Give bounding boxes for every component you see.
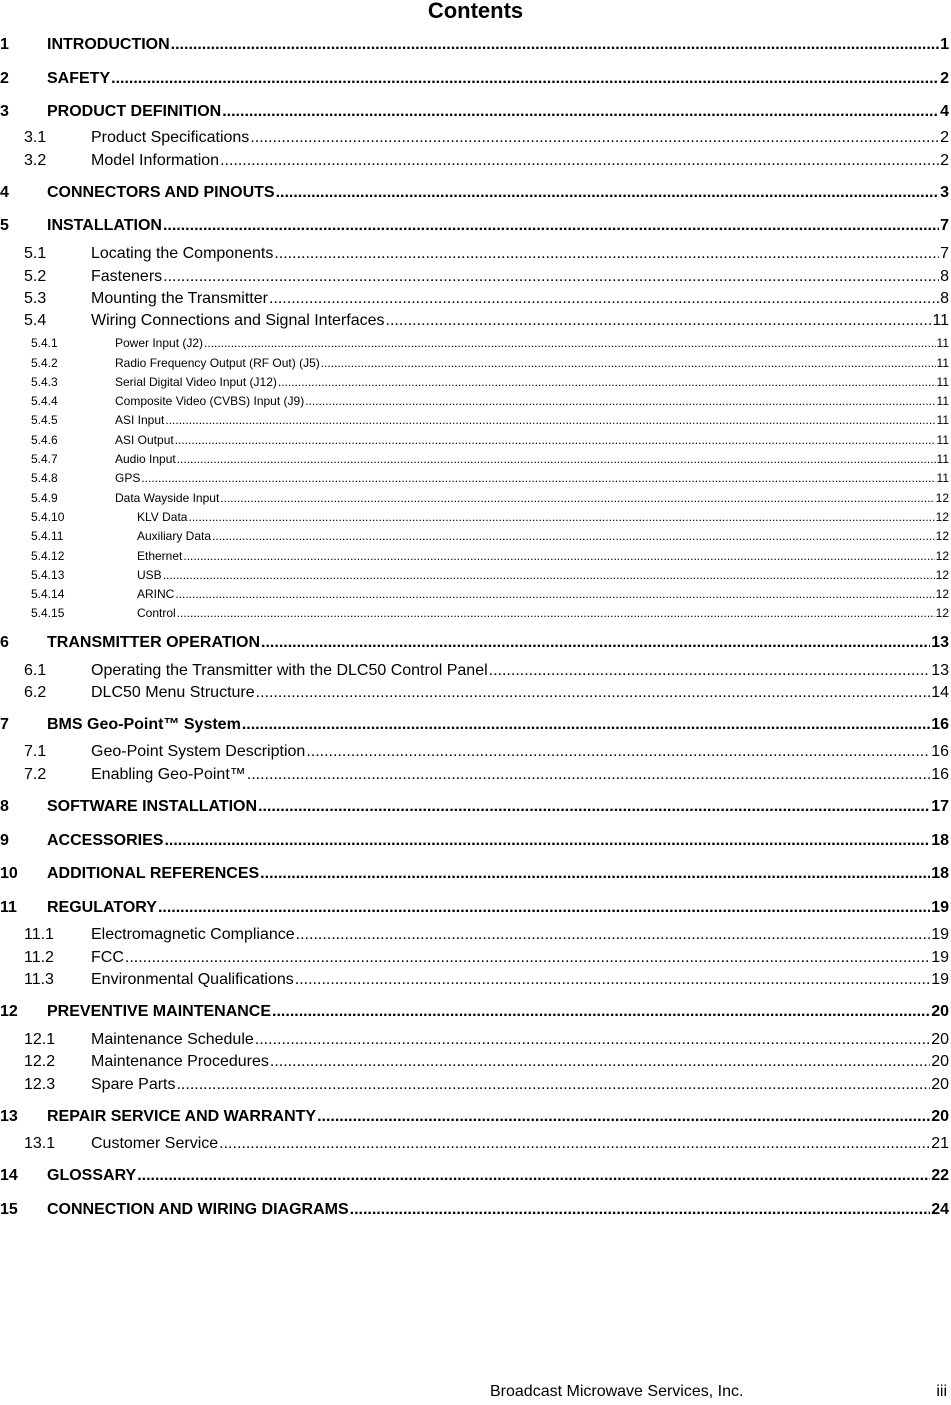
- toc-leader: [177, 451, 936, 467]
- toc-leader: [220, 151, 939, 171]
- toc-entry[interactable]: [24, 765, 949, 785]
- toc-number: 10: [0, 865, 18, 882]
- toc-number: 5.4.11: [31, 529, 64, 543]
- toc-number: 5.3: [24, 290, 47, 307]
- toc-leader: [163, 267, 939, 287]
- toc-number: 5.4.9: [31, 491, 58, 505]
- toc-title: Wiring Connections and Signal Interfaces: [91, 312, 385, 329]
- toc-number: 12.1: [24, 1031, 56, 1048]
- toc-entry[interactable]: [31, 432, 949, 448]
- toc-entry[interactable]: [24, 742, 949, 762]
- toc-leader: [188, 509, 934, 525]
- toc-title: Radio Frequency Output (RF Out) (J5): [115, 356, 320, 370]
- toc-page: 20: [931, 1053, 949, 1070]
- toc-title: BMS Geo-Point™ System: [47, 716, 241, 733]
- toc-leader: [261, 633, 930, 653]
- footer-company: Broadcast Microwave Services, Inc.: [490, 1383, 744, 1400]
- toc-leader: [278, 374, 936, 390]
- toc-page: 20: [931, 1108, 949, 1125]
- toc-leader: [295, 970, 930, 990]
- toc-number: 11.3: [24, 971, 54, 988]
- toc-title: PREVENTIVE MAINTENANCE: [47, 1003, 272, 1020]
- toc-page: 16: [931, 716, 949, 733]
- toc-page: 2: [940, 152, 949, 169]
- toc-entry[interactable]: [31, 509, 949, 525]
- toc-page: 21: [931, 1135, 949, 1152]
- toc-entry[interactable]: [0, 69, 949, 89]
- toc-leader: [171, 35, 939, 55]
- toc-entry[interactable]: [31, 567, 949, 583]
- toc-entry[interactable]: [0, 864, 949, 884]
- toc-entry[interactable]: [24, 1075, 949, 1095]
- toc-title: Model Information: [91, 152, 220, 169]
- toc-page: 12: [935, 491, 949, 505]
- toc-leader: [158, 898, 930, 918]
- toc-entry[interactable]: [24, 289, 949, 309]
- toc-title: Composite Video (CVBS) Input (J9): [115, 394, 305, 408]
- toc-entry[interactable]: [0, 831, 949, 851]
- toc-page: 7: [940, 217, 949, 234]
- toc-page: 11: [936, 356, 949, 370]
- toc-page: 16: [931, 743, 949, 760]
- toc-entry[interactable]: [24, 244, 949, 264]
- toc-leader: [489, 661, 931, 681]
- toc-number: 5.4.10: [31, 510, 65, 524]
- toc-title: KLV Data: [137, 510, 188, 524]
- toc-title: Operating the Transmitter with the DLC50 Control Panel: [91, 662, 488, 679]
- toc-leader: [177, 605, 935, 621]
- toc-entry[interactable]: [24, 267, 949, 287]
- toc-entry[interactable]: [24, 1134, 949, 1154]
- toc-title: INTRODUCTION: [47, 36, 170, 53]
- toc-leader: [137, 1166, 930, 1186]
- toc-page: 18: [931, 832, 949, 849]
- toc-leader: [222, 102, 939, 122]
- toc-leader: [212, 528, 935, 544]
- toc-entry[interactable]: [24, 970, 949, 990]
- toc-page: 2: [940, 70, 949, 87]
- toc-leader: [125, 948, 930, 968]
- toc-entry[interactable]: [0, 1002, 949, 1022]
- toc-number: 6.2: [24, 684, 47, 701]
- toc-title: Ethernet: [137, 549, 183, 563]
- toc-number: 5.4.12: [31, 549, 65, 563]
- toc-number: 5.1: [24, 245, 47, 262]
- toc-page: 16: [931, 766, 949, 783]
- toc-leader: [274, 244, 939, 264]
- toc-number: 6.1: [24, 662, 47, 679]
- toc-title: REPAIR SERVICE AND WARRANTY: [47, 1108, 317, 1125]
- toc-page: 11: [936, 336, 949, 350]
- toc-entry[interactable]: [31, 374, 949, 390]
- toc-leader: [141, 470, 935, 486]
- toc-leader: [305, 393, 935, 409]
- toc-leader: [242, 715, 930, 735]
- toc-page: 11: [936, 471, 949, 485]
- toc-leader: [163, 567, 935, 583]
- toc-title: ASI Output: [115, 433, 174, 447]
- toc-page: 19: [931, 949, 949, 966]
- toc-number: 11.2: [24, 949, 54, 966]
- toc-page: 1: [940, 36, 949, 53]
- toc-number: 6: [0, 634, 9, 651]
- toc-title: TRANSMITTER OPERATION: [47, 634, 261, 651]
- toc-title: USB: [137, 568, 162, 582]
- toc-number: 13: [0, 1108, 18, 1125]
- toc-number: 8: [0, 798, 9, 815]
- toc-title: Product Specifications: [91, 129, 250, 146]
- toc-page: 19: [931, 971, 949, 988]
- toc-leader: [306, 742, 930, 762]
- toc-entry[interactable]: [31, 393, 949, 409]
- toc-page: 11: [936, 375, 949, 389]
- toc-leader: [163, 216, 939, 236]
- toc-entry[interactable]: [24, 311, 949, 331]
- toc-title: Geo-Point System Description: [91, 743, 306, 760]
- toc-title: Power Input (J2): [115, 336, 204, 350]
- toc-entry[interactable]: [31, 605, 949, 621]
- toc-page: 8: [940, 290, 949, 307]
- toc-entry[interactable]: [0, 898, 949, 918]
- toc-title: Audio Input: [115, 452, 176, 466]
- toc-entry[interactable]: [24, 661, 949, 681]
- toc-leader: [175, 432, 936, 448]
- toc-entry[interactable]: [31, 335, 949, 351]
- toc-leader: [164, 831, 930, 851]
- toc-entry[interactable]: [31, 528, 949, 544]
- toc-leader: [258, 797, 930, 817]
- footer-page-number: iii: [936, 1383, 947, 1400]
- toc-leader: [183, 548, 934, 564]
- toc-page: 12: [935, 529, 949, 543]
- page-title: Contents: [427, 0, 524, 23]
- toc-page: 24: [931, 1201, 949, 1218]
- toc-number: 4: [0, 184, 9, 201]
- toc-number: 1: [0, 36, 9, 53]
- toc-page: 22: [931, 1167, 949, 1184]
- toc-entry[interactable]: [24, 948, 949, 968]
- toc-number: 5.4.2: [31, 356, 58, 370]
- toc-page: 12: [935, 510, 949, 524]
- toc-title: Data Wayside Input: [115, 491, 220, 505]
- toc-entry[interactable]: [31, 490, 949, 506]
- toc-number: 11: [0, 899, 17, 916]
- toc-page: 14: [931, 684, 949, 701]
- toc-number: 5.4: [24, 312, 47, 329]
- toc-entry[interactable]: [0, 1107, 949, 1127]
- toc-title: PRODUCT DEFINITION: [47, 103, 222, 120]
- toc-title: CONNECTORS AND PINOUTS: [47, 184, 275, 201]
- toc-number: 11.1: [24, 926, 54, 943]
- toc-entry[interactable]: [24, 1052, 949, 1072]
- toc-leader: [111, 69, 939, 89]
- toc-entry[interactable]: [0, 1200, 949, 1220]
- toc-entry[interactable]: [31, 412, 949, 428]
- toc-entry[interactable]: [31, 586, 949, 602]
- toc-number: 5.2: [24, 268, 47, 285]
- toc-page: 7: [940, 245, 949, 262]
- toc-title: Customer Service: [91, 1135, 219, 1152]
- toc-title: FCC: [91, 949, 124, 966]
- toc-page: 3: [940, 184, 949, 201]
- toc-title: Locating the Components: [91, 245, 274, 262]
- toc-page: 11: [936, 413, 949, 427]
- toc-leader: [219, 1134, 930, 1154]
- toc-leader: [296, 925, 931, 945]
- toc-number: 5.4.15: [31, 606, 65, 620]
- toc-title: ACCESSORIES: [47, 832, 164, 849]
- toc-leader: [317, 1107, 930, 1127]
- toc-title: ARINC: [137, 587, 175, 601]
- toc-number: 12: [0, 1003, 18, 1020]
- toc-leader: [220, 490, 934, 506]
- toc-number: 7.1: [24, 743, 47, 760]
- toc-leader: [272, 1002, 930, 1022]
- toc-entry[interactable]: [0, 102, 949, 122]
- toc-title: Electromagnetic Compliance: [91, 926, 295, 943]
- toc-entry[interactable]: [31, 451, 949, 467]
- toc-page: 11: [936, 394, 949, 408]
- toc-leader: [321, 355, 936, 371]
- toc-title: Spare Parts: [91, 1076, 176, 1093]
- toc-page: 19: [931, 926, 949, 943]
- toc-number: 14: [0, 1167, 18, 1184]
- toc-page: 13: [931, 634, 949, 651]
- toc-page: 20: [931, 1076, 949, 1093]
- toc-title: REGULATORY: [47, 899, 157, 916]
- toc-page: 19: [931, 899, 949, 916]
- toc-entry[interactable]: [0, 216, 949, 236]
- toc-title: ASI Input: [115, 413, 165, 427]
- toc-number: 5.4.14: [31, 587, 65, 601]
- toc-number: 5.4.6: [31, 433, 58, 447]
- toc-page: 8: [940, 268, 949, 285]
- toc-title: Fasteners: [91, 268, 163, 285]
- toc-entry[interactable]: [31, 470, 949, 486]
- toc-number: 5.4.5: [31, 413, 58, 427]
- toc-entry[interactable]: [0, 183, 949, 203]
- toc-title: INSTALLATION: [47, 217, 162, 234]
- toc-leader: [260, 864, 930, 884]
- toc-title: ADDITIONAL REFERENCES: [47, 865, 260, 882]
- toc-leader: [256, 683, 931, 703]
- toc-page: 12: [935, 568, 949, 582]
- toc-leader: [269, 289, 939, 309]
- toc-title: Maintenance Procedures: [91, 1053, 269, 1070]
- toc-title: CONNECTION AND WIRING DIAGRAMS: [47, 1201, 349, 1218]
- toc-number: 5.4.7: [31, 452, 58, 466]
- toc-entry[interactable]: [24, 683, 949, 703]
- toc-title: Maintenance Schedule: [91, 1031, 254, 1048]
- toc-page: 12: [935, 587, 949, 601]
- toc-title: Serial Digital Video Input (J12): [115, 375, 277, 389]
- toc-number: 9: [0, 832, 9, 849]
- toc-page: 11: [932, 312, 949, 329]
- toc-number: 5.4.4: [31, 394, 58, 408]
- toc-entry[interactable]: [24, 128, 949, 148]
- toc-title: Auxiliary Data: [137, 529, 212, 543]
- toc-leader: [204, 335, 935, 351]
- toc-number: 13.1: [24, 1135, 56, 1152]
- toc-page: 4: [940, 103, 949, 120]
- toc-title: GLOSSARY: [47, 1167, 137, 1184]
- toc-leader: [276, 183, 940, 203]
- toc-leader: [255, 1030, 930, 1050]
- toc-leader: [386, 311, 932, 331]
- toc-title: Environmental Qualifications: [91, 971, 294, 988]
- toc-number: 2: [0, 70, 9, 87]
- toc-entry[interactable]: [0, 1166, 949, 1186]
- toc-number: 3.1: [24, 129, 47, 146]
- toc-leader: [165, 412, 935, 428]
- toc-leader: [176, 1075, 930, 1095]
- toc-number: 3.2: [24, 152, 47, 169]
- toc-entry[interactable]: [0, 715, 949, 735]
- toc-entry[interactable]: [31, 355, 949, 371]
- toc-number: 5.4.13: [31, 568, 65, 582]
- toc-entry[interactable]: [31, 548, 949, 564]
- toc-page: 11: [936, 433, 949, 447]
- toc-page: 20: [931, 1031, 949, 1048]
- toc-title: GPS: [115, 471, 141, 485]
- toc-title: SOFTWARE INSTALLATION: [47, 798, 258, 815]
- toc-title: DLC50 Menu Structure: [91, 684, 255, 701]
- toc-number: 5.4.1: [31, 336, 58, 350]
- toc-leader: [250, 128, 939, 148]
- toc-page: 13: [931, 662, 949, 679]
- toc-entry[interactable]: [0, 633, 949, 653]
- toc-title: Control: [137, 606, 176, 620]
- toc-title: SAFETY: [47, 70, 111, 87]
- toc-number: 7: [0, 716, 9, 733]
- toc-page: 18: [931, 865, 949, 882]
- toc-leader: [247, 765, 930, 785]
- toc-title: Mounting the Transmitter: [91, 290, 268, 307]
- toc-page: 12: [935, 549, 949, 563]
- toc-page: 2: [940, 129, 949, 146]
- toc-number: 5.4.8: [31, 471, 58, 485]
- toc-entry[interactable]: [24, 925, 949, 945]
- toc-entry[interactable]: [0, 797, 949, 817]
- toc-page: 12: [935, 606, 949, 620]
- toc-title: Enabling Geo-Point™: [91, 766, 246, 783]
- toc-number: 12.2: [24, 1053, 56, 1070]
- toc-number: 12.3: [24, 1076, 56, 1093]
- toc-entry[interactable]: [24, 1030, 949, 1050]
- toc-entry[interactable]: [24, 151, 949, 171]
- toc-entry[interactable]: [0, 35, 949, 55]
- toc-number: 5.4.3: [31, 375, 58, 389]
- toc-page: 17: [931, 798, 949, 815]
- toc-number: 5: [0, 217, 9, 234]
- toc-leader: [175, 586, 934, 602]
- toc-number: 15: [0, 1201, 18, 1218]
- toc-number: 7.2: [24, 766, 47, 783]
- toc-page: 11: [936, 452, 949, 466]
- toc-leader: [350, 1200, 931, 1220]
- toc-number: 3: [0, 103, 9, 120]
- toc-leader: [270, 1052, 930, 1072]
- toc-page: 20: [931, 1003, 949, 1020]
